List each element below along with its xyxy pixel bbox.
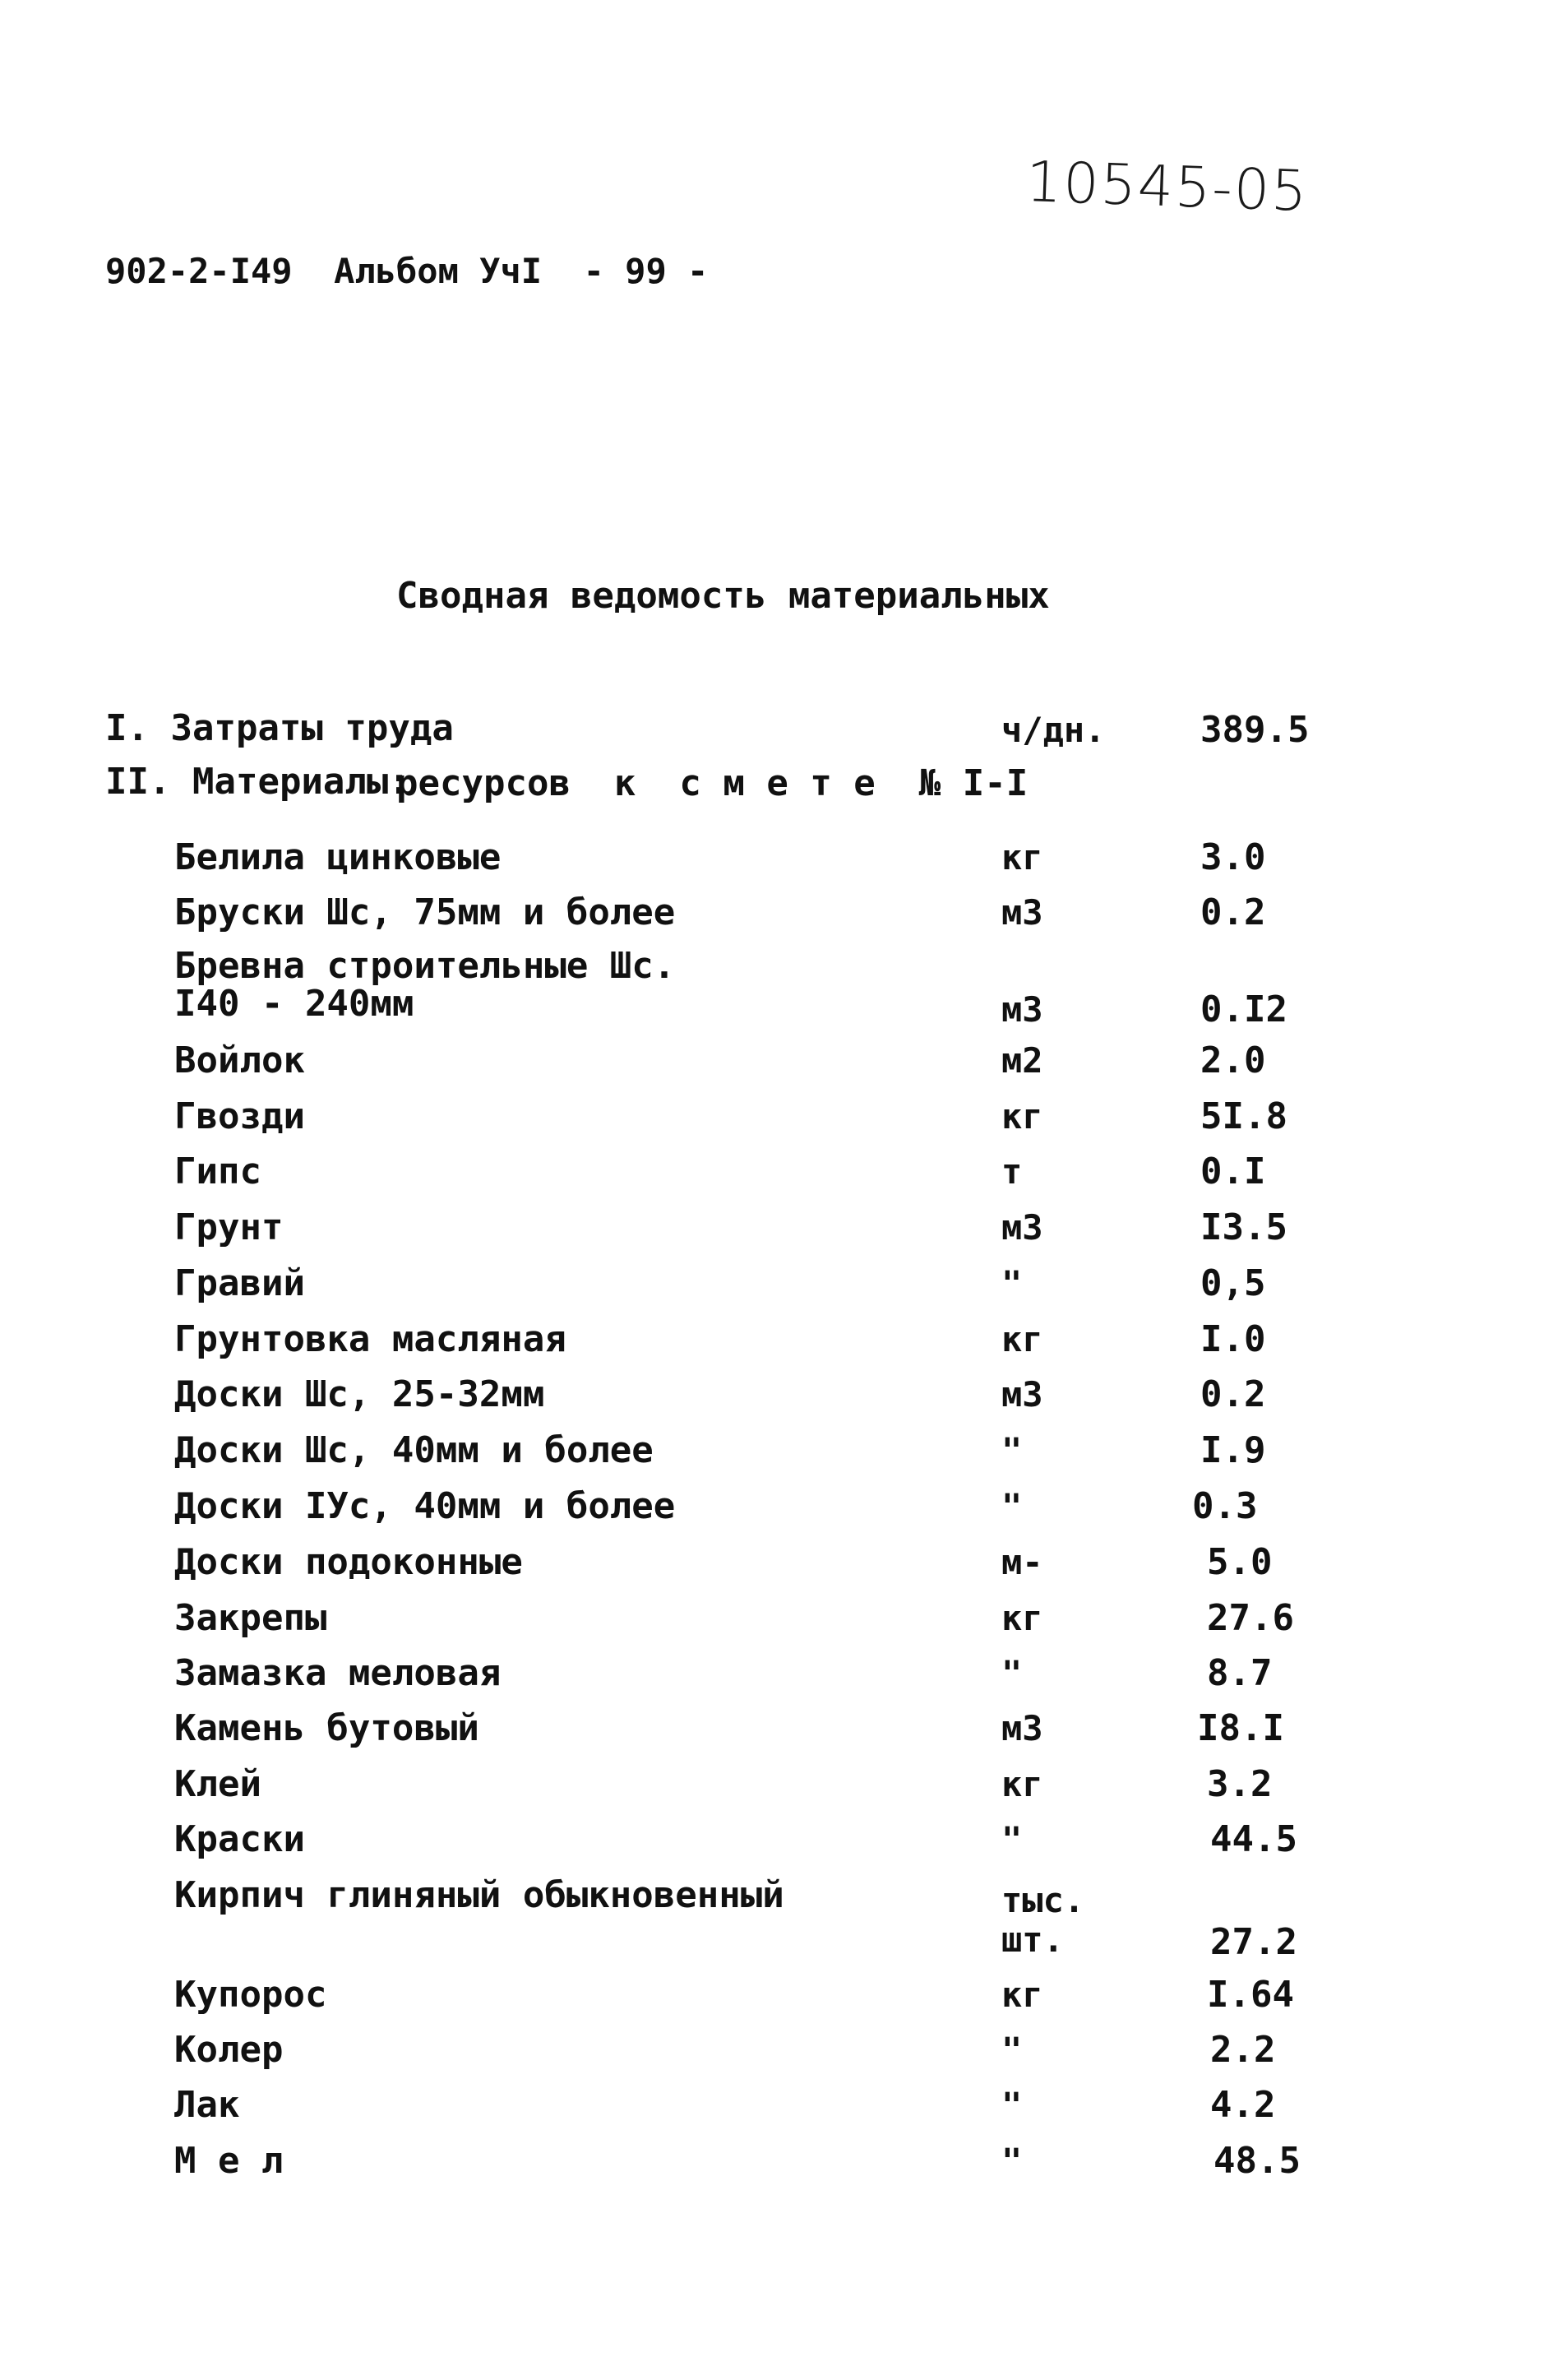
material-qty: 2.2	[1210, 2029, 1276, 2071]
material-row	[0, 1597, 1544, 1646]
material-name: Доски IУс, 40мм и более	[174, 1485, 676, 1527]
header-page-number: - 99 -	[583, 251, 709, 291]
material-name: Бруски Шс, 75мм и более	[174, 891, 676, 933]
material-qty: 27.6	[1207, 1597, 1294, 1639]
material-unit: кг	[1001, 1319, 1043, 1359]
material-name: Камень бутовый	[174, 1707, 479, 1749]
material-name: Колер	[174, 2029, 284, 2071]
material-unit: м-	[1001, 1542, 1043, 1582]
material-name: Грунт	[174, 1206, 284, 1248]
labor-row	[0, 709, 1544, 758]
material-name: Гравий	[174, 1262, 305, 1304]
material-row	[0, 2140, 1544, 2189]
material-unit: м3	[1001, 1207, 1043, 1248]
material-name: Доски Шс, 25-32мм	[174, 1373, 545, 1415]
material-qty: 0.I2	[1200, 989, 1287, 1030]
material-unit: "	[1001, 2030, 1023, 2070]
material-unit: м3	[1001, 1708, 1043, 1748]
material-name: Закрепы	[174, 1597, 327, 1639]
material-row	[0, 891, 1544, 941]
material-unit: м3	[1001, 989, 1043, 1030]
material-row	[0, 836, 1544, 886]
labor-unit: ч/дн.	[1001, 710, 1106, 750]
material-row	[0, 1262, 1544, 1312]
material-unit: кг	[1001, 1975, 1043, 2015]
material-name: М е л	[174, 2140, 284, 2182]
material-row	[0, 1373, 1544, 1423]
material-qty: 0.2	[1200, 891, 1266, 933]
section-labor-number: I.	[105, 707, 149, 749]
material-row	[0, 1151, 1544, 1200]
material-unit: "	[1001, 1819, 1023, 1859]
material-qty: 3.2	[1207, 1763, 1273, 1805]
material-unit: м2	[1001, 1040, 1043, 1081]
material-unit: "	[1001, 1486, 1023, 1526]
document-header	[105, 251, 708, 291]
material-unit: кг	[1001, 837, 1043, 877]
material-name: Лак	[174, 2084, 240, 2126]
material-qty: 8.7	[1207, 1652, 1273, 1694]
material-row	[0, 1429, 1544, 1479]
material-name: Доски Шс, 40мм и более	[174, 1429, 654, 1471]
material-unit: т	[1001, 1151, 1023, 1192]
material-row	[0, 1974, 1544, 2023]
material-unit: кг	[1001, 1096, 1043, 1137]
section-materials	[105, 761, 410, 803]
material-qty: 5I.8	[1200, 1095, 1287, 1137]
material-qty: I.0	[1200, 1318, 1266, 1360]
material-unit: "	[1001, 2141, 1023, 2181]
material-qty: I8.I	[1197, 1707, 1284, 1749]
material-unit: м3	[1001, 1374, 1043, 1415]
material-qty: 44.5	[1210, 1818, 1297, 1860]
material-row	[0, 1652, 1544, 1702]
section-materials-label: Материалы:	[192, 761, 410, 803]
material-qty: 3.0	[1200, 836, 1266, 878]
material-unit: "	[1001, 1263, 1023, 1303]
material-qty: 27.2	[1210, 1921, 1297, 1963]
material-qty: I3.5	[1200, 1206, 1287, 1248]
material-qty: 0.2	[1200, 1373, 1266, 1415]
material-name: Бревна строительные Шс. I40 - 240мм	[174, 945, 676, 1025]
material-qty: I.9	[1200, 1429, 1266, 1471]
material-name: Войлок	[174, 1040, 305, 1081]
material-row	[0, 1206, 1544, 1256]
material-qty: 0,5	[1200, 1262, 1266, 1304]
title-line-2: ресурсов к с м е т е № I-I	[396, 762, 1029, 804]
handwritten-document-number: 10545-05	[1024, 150, 1310, 225]
material-row	[0, 2084, 1544, 2133]
material-unit: "	[1001, 1430, 1023, 1470]
material-qty: 48.5	[1213, 2140, 1301, 2182]
material-qty: 5.0	[1207, 1541, 1273, 1583]
material-qty: 2.0	[1200, 1040, 1266, 1081]
material-row	[0, 1541, 1544, 1591]
material-row	[0, 1818, 1544, 1868]
title-line-1: Сводная ведомость материальных	[396, 575, 1050, 617]
material-unit: "	[1001, 2085, 1023, 2125]
material-unit: кг	[1001, 1598, 1043, 1638]
material-name: Гвозди	[174, 1095, 305, 1137]
material-name: Грунтовка масляная	[174, 1318, 566, 1360]
labor-qty: 389.5	[1200, 709, 1310, 751]
section-labor-label: Затраты труда	[170, 707, 454, 749]
material-unit: тыс. шт.	[1001, 1880, 1085, 1960]
material-row	[0, 1095, 1544, 1145]
material-unit: кг	[1001, 1764, 1043, 1804]
material-name: Клей	[174, 1763, 261, 1805]
material-qty: I.64	[1207, 1974, 1294, 2016]
material-qty: 0.I	[1200, 1151, 1266, 1192]
material-qty: 0.3	[1192, 1485, 1258, 1527]
material-row	[0, 1040, 1544, 1089]
material-row	[0, 1707, 1544, 1757]
material-row	[0, 1485, 1544, 1535]
material-name: Краски	[174, 1818, 305, 1860]
material-name: Доски подоконные	[174, 1541, 523, 1583]
material-qty: 4.2	[1210, 2084, 1276, 2126]
material-name: Белила цинковые	[174, 836, 502, 878]
material-name: Кирпич глиняный обыкновенный	[174, 1874, 784, 1916]
section-materials-number: II.	[105, 761, 171, 803]
material-name: Замазка меловая	[174, 1652, 502, 1694]
material-row	[0, 1874, 1544, 1963]
material-row	[0, 945, 1544, 1030]
material-unit: м3	[1001, 892, 1043, 933]
material-row	[0, 1318, 1544, 1368]
material-row	[0, 1763, 1544, 1813]
material-row	[0, 2029, 1544, 2078]
material-unit: "	[1001, 1653, 1023, 1693]
header-code: 902-2-I49	[105, 251, 293, 291]
header-album: Альбом УчI	[334, 251, 543, 291]
material-name: Гипс	[174, 1151, 261, 1192]
material-name: Купорос	[174, 1974, 327, 2016]
